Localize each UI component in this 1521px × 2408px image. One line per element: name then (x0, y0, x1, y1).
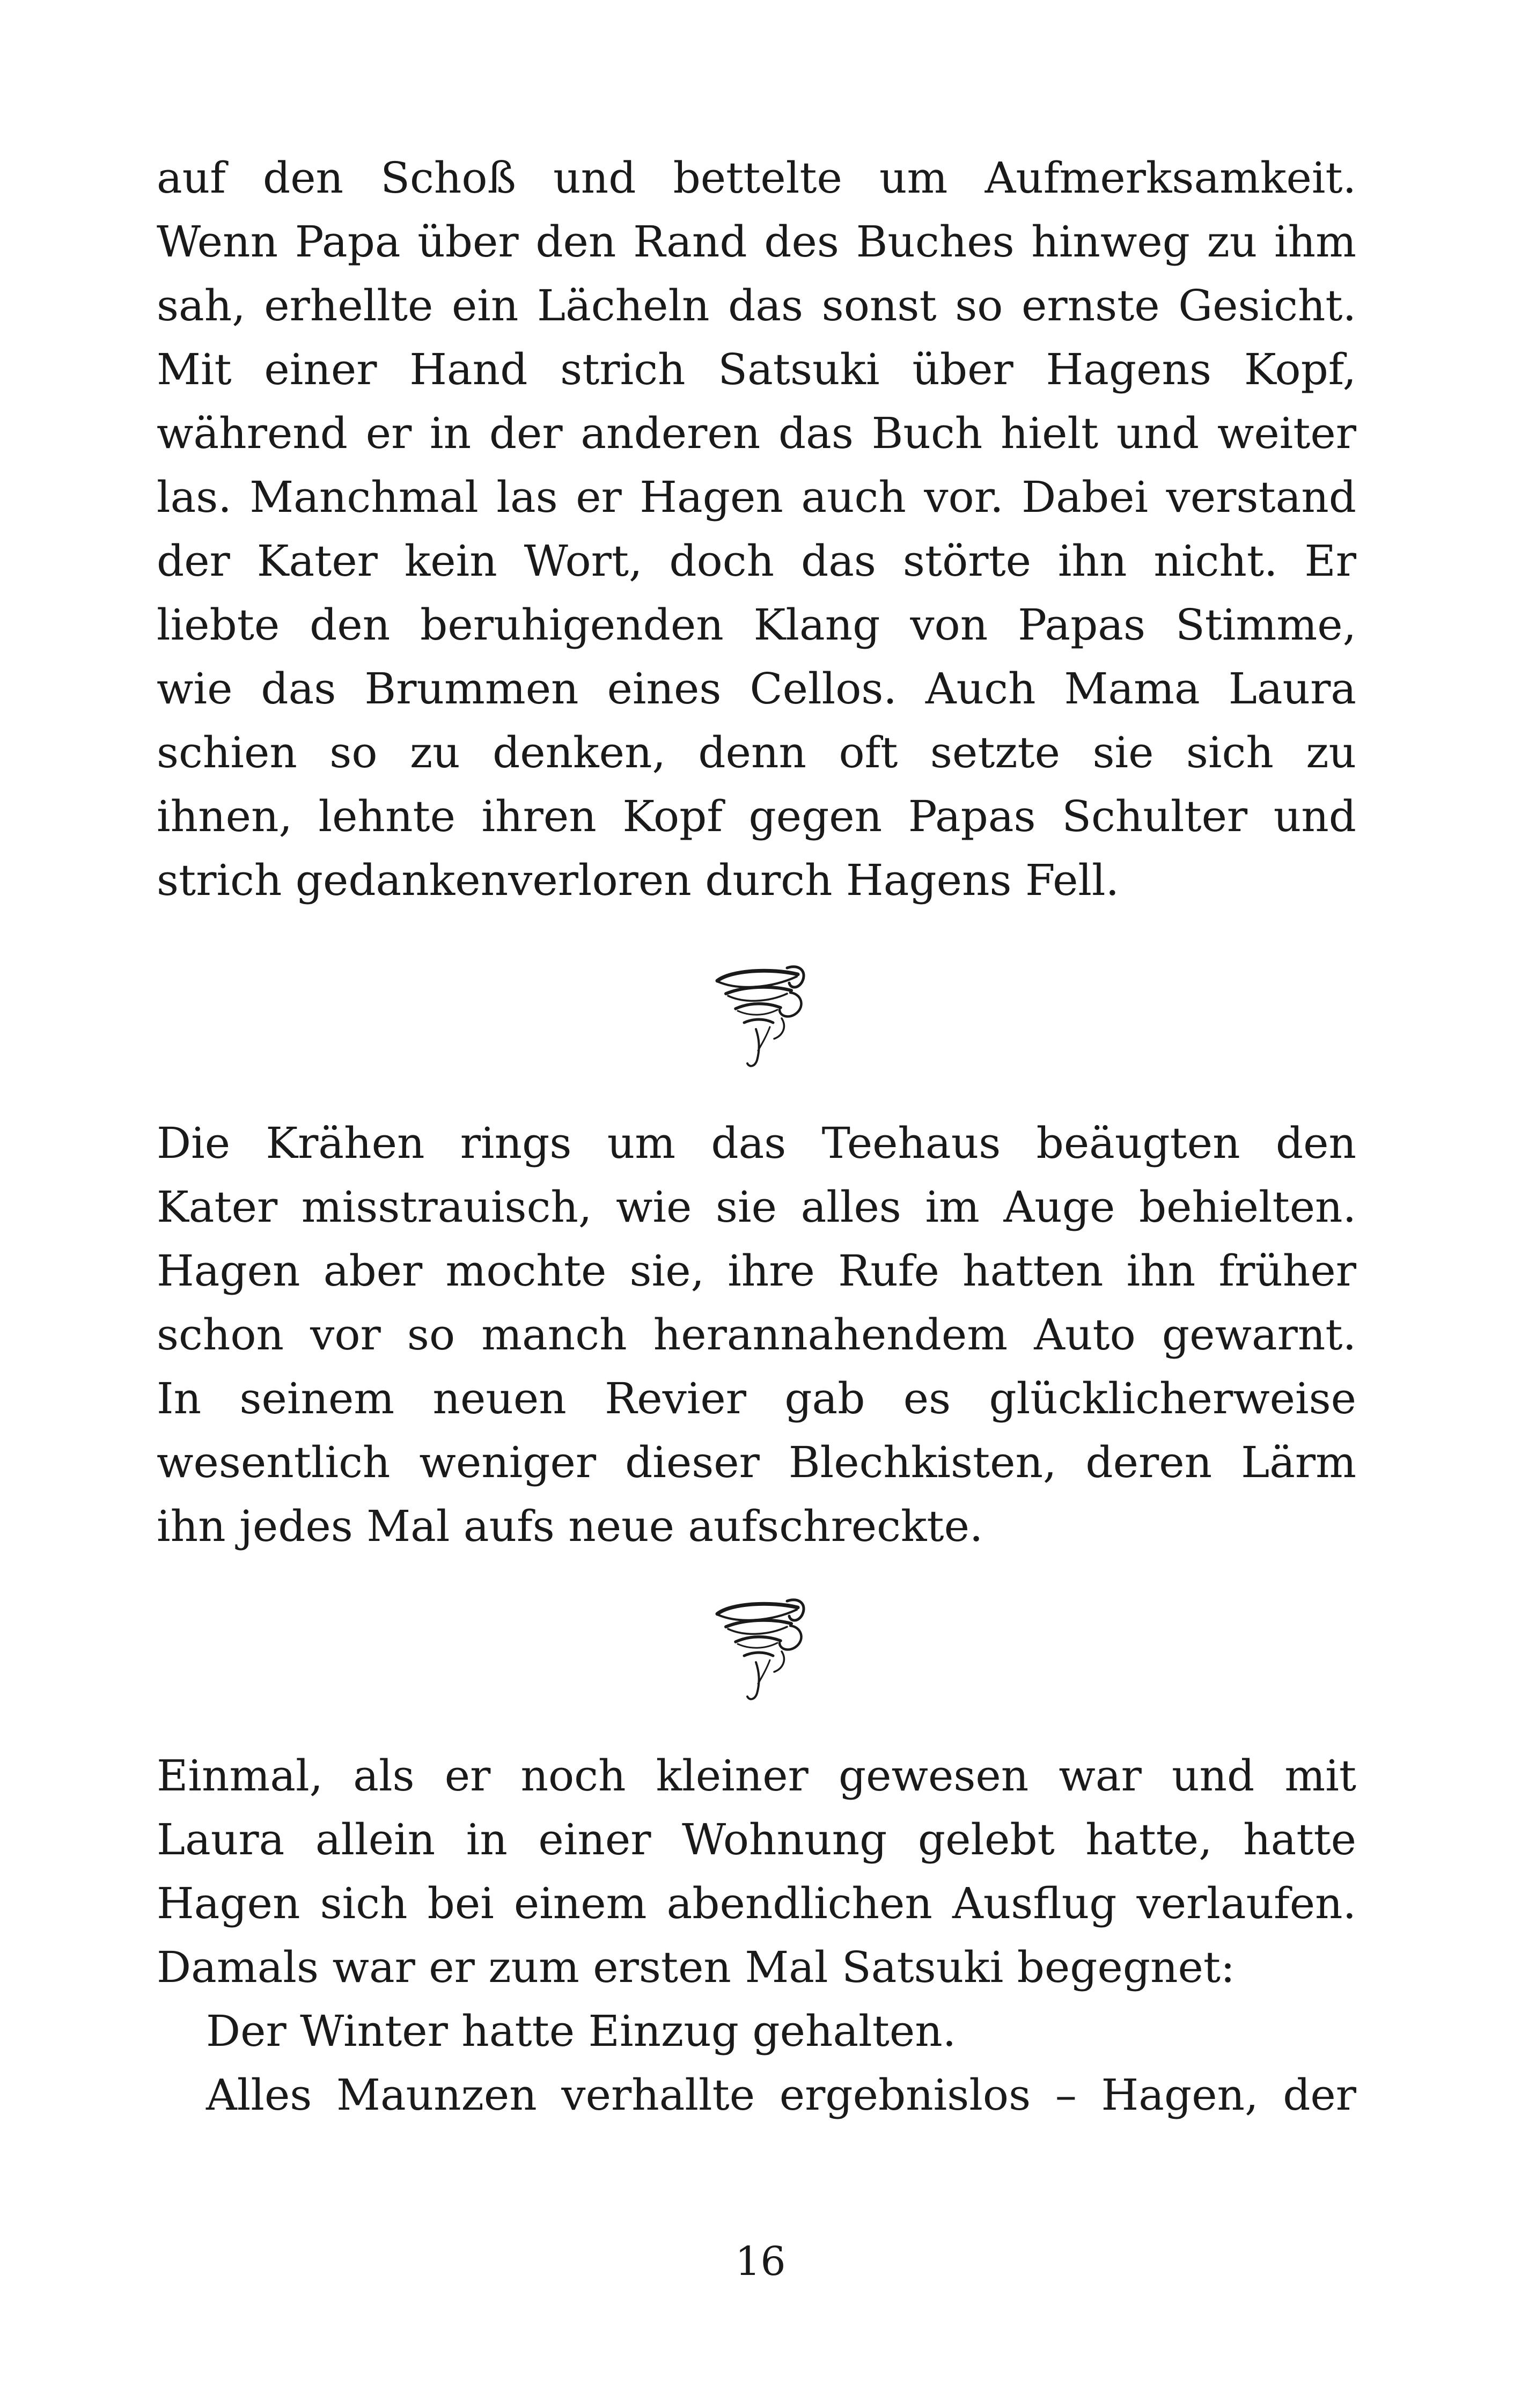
text-line: las. Manchmal las er Hagen auch vor. Dabei verstand (157, 472, 1356, 522)
text-line: sah, erhellte ein Lächeln das sonst so ernste Gesicht. (157, 281, 1356, 331)
whirlwind-ornament-icon (707, 960, 814, 1073)
text-line: strich gedankenverloren durch Hagens Fell. (157, 855, 1120, 905)
text-line: der Kater kein Wort, doch das störte ihn nicht. Er (157, 536, 1356, 586)
text-line: ihnen, lehnte ihren Kopf gegen Papas Schulter und (157, 791, 1356, 841)
text-line: wesentlich weniger dieser Blechkisten, deren Lärm (157, 1437, 1356, 1487)
text-line: Die Krähen rings um das Teehaus beäugten den (157, 1118, 1356, 1168)
text-line: Der Winter hatte Einzug gehalten. (206, 2006, 957, 2056)
text-line: wie das Brummen eines Cellos. Auch Mama Laura (157, 664, 1356, 714)
text-line: Mit einer Hand strich Satsuki über Hagens Kopf, (157, 344, 1356, 394)
text-line: Laura allein in einer Wohnung gelebt hatte, hatte (157, 1815, 1356, 1864)
text-line: schon vor so manch herannahendem Auto gewarnt. (157, 1310, 1356, 1360)
text-line: Hagen sich bei einem abendlichen Ausflug verlaufen. (157, 1878, 1356, 1928)
text-line: ihn jedes Mal aufs neue aufschreckte. (157, 1501, 983, 1551)
paragraph-1 (157, 146, 1356, 912)
text-line: schien so zu denken, denn oft setzte sie sich zu (157, 728, 1356, 777)
text-line: Kater misstrauisch, wie sie alles im Auge behielten. (157, 1182, 1356, 1232)
text-line: Alles Maunzen verhallte ergebnislos – Hagen, der (206, 2070, 1356, 2120)
whirlwind-ornament-icon (707, 1594, 814, 1706)
paragraph-3 (157, 1744, 1356, 2127)
text-line: während er in der anderen das Buch hielt und weiter (157, 408, 1356, 458)
text-line: Einmal, als er noch kleiner gewesen war und mit (157, 1751, 1356, 1801)
text-line: liebte den beruhigenden Klang von Papas Stimme, (157, 600, 1356, 650)
text-line: Wenn Papa über den Rand des Buches hinweg zu ihm (157, 217, 1356, 267)
text-line: auf den Schoß und bettelte um Aufmerksamkeit. (157, 153, 1356, 203)
text-line: Damals war er zum ersten Mal Satsuki begegnet: (157, 1942, 1235, 1992)
text-line: In seinem neuen Revier gab es glücklicherweise (157, 1374, 1356, 1423)
text-line: Hagen aber mochte sie, ihre Rufe hatten ihn früher (157, 1246, 1356, 1296)
paragraph-2 (157, 1111, 1356, 1558)
page-number: 16 (735, 2238, 786, 2285)
